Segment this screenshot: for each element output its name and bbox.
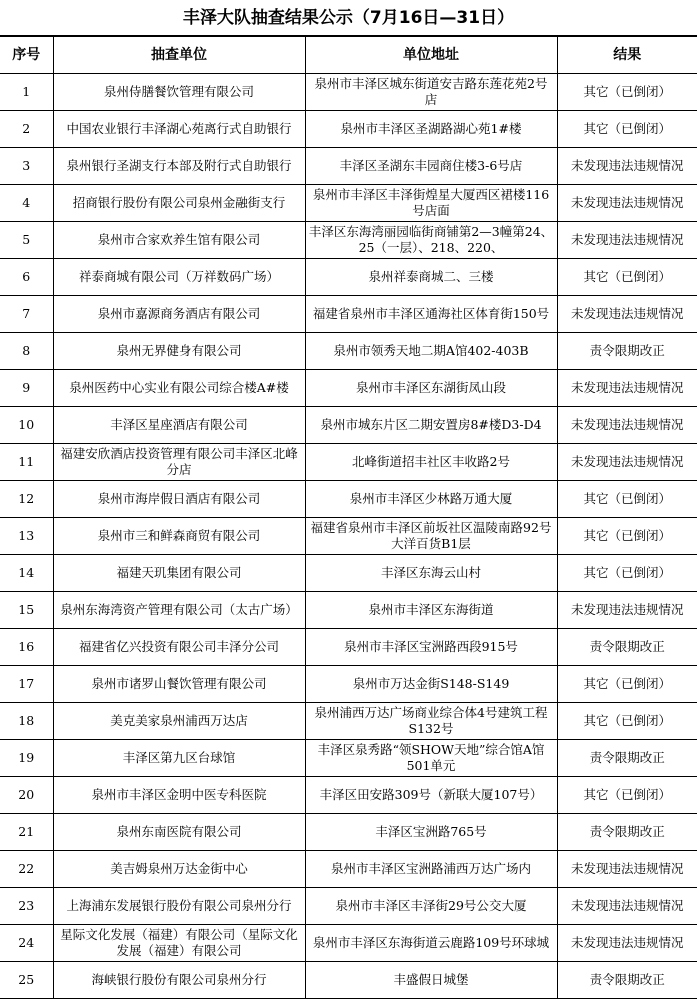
row-serial-number: 8 — [0, 333, 53, 370]
row-inspected-unit: 上海浦东发展银行股份有限公司泉州分行 — [53, 888, 305, 925]
row-result: 未发现违法违规情况 — [557, 185, 697, 222]
row-unit-address: 泉州市丰泽区东海街道云鹿路109号环球城 — [305, 925, 557, 962]
row-unit-address: 丰泽区东海云山村 — [305, 555, 557, 592]
table-row — [0, 814, 697, 851]
row-inspected-unit: 美克美家泉州浦西万达店 — [53, 703, 305, 740]
row-unit-address: 泉州市丰泽区东湖街凤山段 — [305, 370, 557, 407]
row-serial-number: 15 — [0, 592, 53, 629]
row-serial-number: 2 — [0, 111, 53, 148]
row-serial-number: 20 — [0, 777, 53, 814]
row-serial-number: 19 — [0, 740, 53, 777]
row-result: 其它（已倒闭） — [557, 555, 697, 592]
row-result: 未发现违法违规情况 — [557, 888, 697, 925]
row-inspected-unit: 招商银行股份有限公司泉州金融街支行 — [53, 185, 305, 222]
row-serial-number: 14 — [0, 555, 53, 592]
row-unit-address: 丰盛假日城堡 — [305, 962, 557, 999]
row-unit-address: 丰泽区圣湖东丰园商住楼3-6号店 — [305, 148, 557, 185]
row-inspected-unit: 美吉姆泉州万达金街中心 — [53, 851, 305, 888]
row-inspected-unit: 中国农业银行丰泽湖心苑离行式自助银行 — [53, 111, 305, 148]
row-inspected-unit: 丰泽区星座酒店有限公司 — [53, 407, 305, 444]
table-row — [0, 851, 697, 888]
row-unit-address: 北峰街道招丰社区丰收路2号 — [305, 444, 557, 481]
table-row — [0, 74, 697, 111]
row-result: 未发现违法违规情况 — [557, 592, 697, 629]
table-row — [0, 185, 697, 222]
page-title: 丰泽大队抽查结果公示（7月16日—31日） — [0, 0, 697, 36]
row-result: 其它（已倒闭） — [557, 481, 697, 518]
table-row — [0, 481, 697, 518]
table-row — [0, 222, 697, 259]
row-inspected-unit: 泉州市合家欢养生馆有限公司 — [53, 222, 305, 259]
table-row — [0, 888, 697, 925]
row-result: 未发现违法违规情况 — [557, 148, 697, 185]
row-serial-number: 7 — [0, 296, 53, 333]
row-unit-address: 泉州市丰泽区丰泽街煌星大厦西区裙楼116号店面 — [305, 185, 557, 222]
table-row — [0, 592, 697, 629]
row-serial-number: 4 — [0, 185, 53, 222]
row-result: 未发现违法违规情况 — [557, 407, 697, 444]
table-row — [0, 777, 697, 814]
table-row — [0, 333, 697, 370]
table-header-row — [0, 37, 697, 74]
table-row — [0, 407, 697, 444]
table-row — [0, 703, 697, 740]
row-unit-address: 福建省泉州市丰泽区通海社区体育街150号 — [305, 296, 557, 333]
row-unit-address: 泉州市丰泽区圣湖路湖心苑1#楼 — [305, 111, 557, 148]
row-inspected-unit: 泉州市海岸假日酒店有限公司 — [53, 481, 305, 518]
row-inspected-unit: 泉州银行圣湖支行本部及附行式自助银行 — [53, 148, 305, 185]
row-result: 责令限期改正 — [557, 629, 697, 666]
row-serial-number: 10 — [0, 407, 53, 444]
row-inspected-unit: 泉州市丰泽区金明中医专科医院 — [53, 777, 305, 814]
row-serial-number: 1 — [0, 74, 53, 111]
row-unit-address: 丰泽区宝洲路765号 — [305, 814, 557, 851]
row-result: 其它（已倒闭） — [557, 74, 697, 111]
row-result: 未发现违法违规情况 — [557, 851, 697, 888]
row-unit-address: 丰泽区泉秀路“领SHOW天地”综合馆A馆501单元 — [305, 740, 557, 777]
row-result: 责令限期改正 — [557, 814, 697, 851]
row-serial-number: 12 — [0, 481, 53, 518]
row-result: 责令限期改正 — [557, 740, 697, 777]
row-inspected-unit: 福建省亿兴投资有限公司丰泽分公司 — [53, 629, 305, 666]
row-serial-number: 16 — [0, 629, 53, 666]
table-row — [0, 370, 697, 407]
row-unit-address: 丰泽区东海湾丽园临街商铺第2—3幢第24、25（一层）、218、220、 — [305, 222, 557, 259]
row-unit-address: 泉州市丰泽区宝洲路浦西万达广场内 — [305, 851, 557, 888]
row-unit-address: 泉州市丰泽区丰泽街29号公交大厦 — [305, 888, 557, 925]
table-row — [0, 259, 697, 296]
row-result: 未发现违法违规情况 — [557, 296, 697, 333]
row-inspected-unit: 祥泰商城有限公司（万祥数码广场） — [53, 259, 305, 296]
row-unit-address: 福建省泉州市丰泽区前坂社区温陵南路92号大洋百货B1层 — [305, 518, 557, 555]
header-serial-number: 序号 — [0, 37, 53, 74]
row-result: 未发现违法违规情况 — [557, 370, 697, 407]
row-serial-number: 13 — [0, 518, 53, 555]
row-unit-address: 泉州祥泰商城二、三楼 — [305, 259, 557, 296]
row-result: 未发现违法违规情况 — [557, 925, 697, 962]
table-row — [0, 629, 697, 666]
header-inspected-unit: 抽查单位 — [53, 37, 305, 74]
row-result: 责令限期改正 — [557, 962, 697, 999]
table-row — [0, 444, 697, 481]
row-inspected-unit: 福建安欣酒店投资管理有限公司丰泽区北峰分店 — [53, 444, 305, 481]
row-inspected-unit: 泉州侍膳餐饮管理有限公司 — [53, 74, 305, 111]
inspection-results-table — [0, 36, 697, 999]
row-result: 未发现违法违规情况 — [557, 444, 697, 481]
table-row — [0, 518, 697, 555]
row-inspected-unit: 泉州东南医院有限公司 — [53, 814, 305, 851]
row-unit-address: 泉州市丰泽区宝洲路西段915号 — [305, 629, 557, 666]
table-row — [0, 296, 697, 333]
row-inspected-unit: 福建天玑集团有限公司 — [53, 555, 305, 592]
row-serial-number: 25 — [0, 962, 53, 999]
row-unit-address: 泉州市丰泽区东海街道 — [305, 592, 557, 629]
row-serial-number: 18 — [0, 703, 53, 740]
header-unit-address: 单位地址 — [305, 37, 557, 74]
row-result: 责令限期改正 — [557, 333, 697, 370]
row-inspected-unit: 海峡银行股份有限公司泉州分行 — [53, 962, 305, 999]
row-unit-address: 泉州市城东片区二期安置房8#楼D3-D4 — [305, 407, 557, 444]
table-row — [0, 148, 697, 185]
row-inspected-unit: 泉州无界健身有限公司 — [53, 333, 305, 370]
table-row — [0, 555, 697, 592]
row-serial-number: 11 — [0, 444, 53, 481]
table-row — [0, 740, 697, 777]
row-serial-number: 23 — [0, 888, 53, 925]
row-inspected-unit: 泉州市嘉源商务酒店有限公司 — [53, 296, 305, 333]
row-result: 未发现违法违规情况 — [557, 222, 697, 259]
row-inspected-unit: 丰泽区第九区台球馆 — [53, 740, 305, 777]
row-result: 其它（已倒闭） — [557, 666, 697, 703]
table-row — [0, 925, 697, 962]
table-row — [0, 962, 697, 999]
row-result: 其它（已倒闭） — [557, 259, 697, 296]
header-result: 结果 — [557, 37, 697, 74]
row-unit-address: 泉州市丰泽区少林路万通大厦 — [305, 481, 557, 518]
row-inspected-unit: 泉州市诸罗山餐饮管理有限公司 — [53, 666, 305, 703]
row-unit-address: 泉州市丰泽区城东街道安吉路东莲花苑2号店 — [305, 74, 557, 111]
row-serial-number: 22 — [0, 851, 53, 888]
row-unit-address: 泉州市领秀天地二期A馆402-403B — [305, 333, 557, 370]
row-serial-number: 17 — [0, 666, 53, 703]
row-serial-number: 24 — [0, 925, 53, 962]
row-serial-number: 9 — [0, 370, 53, 407]
row-inspected-unit: 泉州医药中心实业有限公司综合楼A#楼 — [53, 370, 305, 407]
row-result: 其它（已倒闭） — [557, 111, 697, 148]
row-inspected-unit: 泉州市三和鲜森商贸有限公司 — [53, 518, 305, 555]
row-serial-number: 6 — [0, 259, 53, 296]
row-inspected-unit: 星际文化发展（福建）有限公司（星际文化发展（福建）有限公司 — [53, 925, 305, 962]
row-serial-number: 3 — [0, 148, 53, 185]
row-inspected-unit: 泉州东海湾资产管理有限公司（太古广场） — [53, 592, 305, 629]
row-result: 其它（已倒闭） — [557, 518, 697, 555]
row-result: 其它（已倒闭） — [557, 703, 697, 740]
table-row — [0, 666, 697, 703]
table-row — [0, 111, 697, 148]
row-serial-number: 5 — [0, 222, 53, 259]
row-result: 其它（已倒闭） — [557, 777, 697, 814]
row-unit-address: 泉州浦西万达广场商业综合体4号建筑工程S132号 — [305, 703, 557, 740]
row-unit-address: 泉州市万达金街S148-S149 — [305, 666, 557, 703]
row-serial-number: 21 — [0, 814, 53, 851]
row-unit-address: 丰泽区田安路309号（新联大厦107号） — [305, 777, 557, 814]
